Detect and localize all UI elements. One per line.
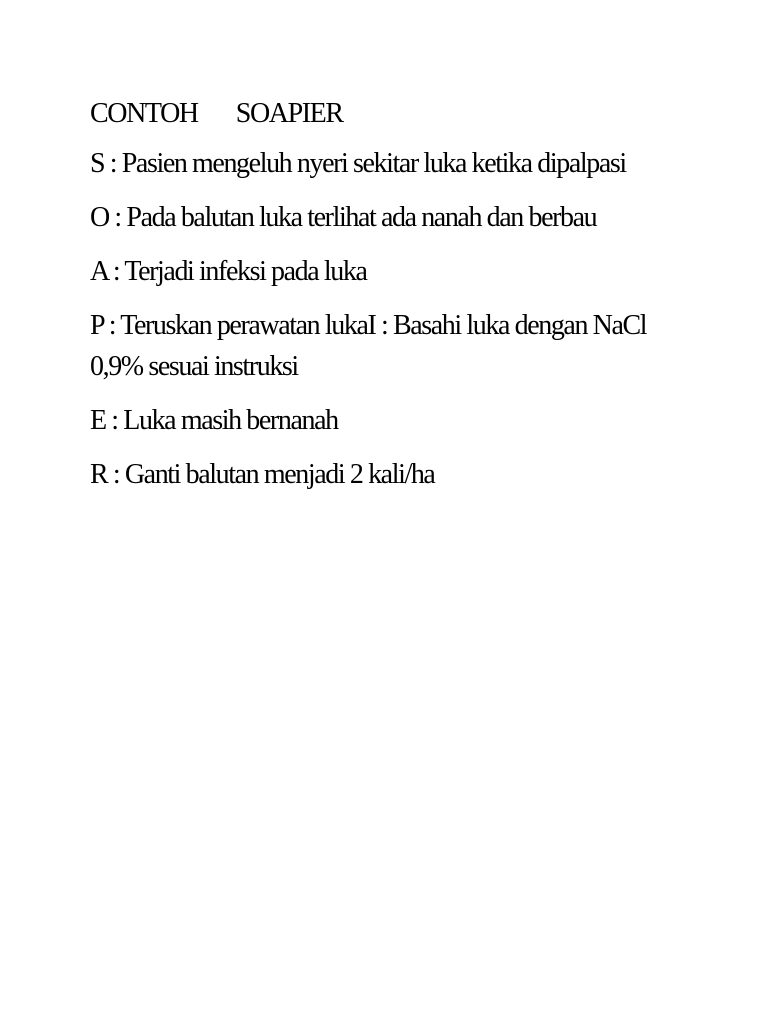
- page-title: [90, 93, 700, 134]
- entry-reassessment: R : Ganti balutan menjadi 2 kali/ha: [90, 459, 435, 490]
- title-part-1: CONTOH: [90, 98, 198, 129]
- entry-planning-implementation: P : Teruskan perawatan lukaI : Basahi luka dengan NaCl 0,9% sesuai instruksi: [90, 310, 647, 382]
- entry-assessment: A : Terjadi infeksi pada luka: [90, 256, 367, 287]
- entry-subjective: S : Pasien mengeluh nyeri sekitar luka ketika dipalpasi: [90, 148, 626, 179]
- entry-evaluation: E : Luka masih bernanah: [90, 405, 338, 436]
- entry-objective: O : Pada balutan luka terlihat ada nanah dan berbau: [90, 202, 597, 233]
- document-body: [90, 93, 700, 508]
- title-part-2: SOAPIER: [235, 98, 343, 129]
